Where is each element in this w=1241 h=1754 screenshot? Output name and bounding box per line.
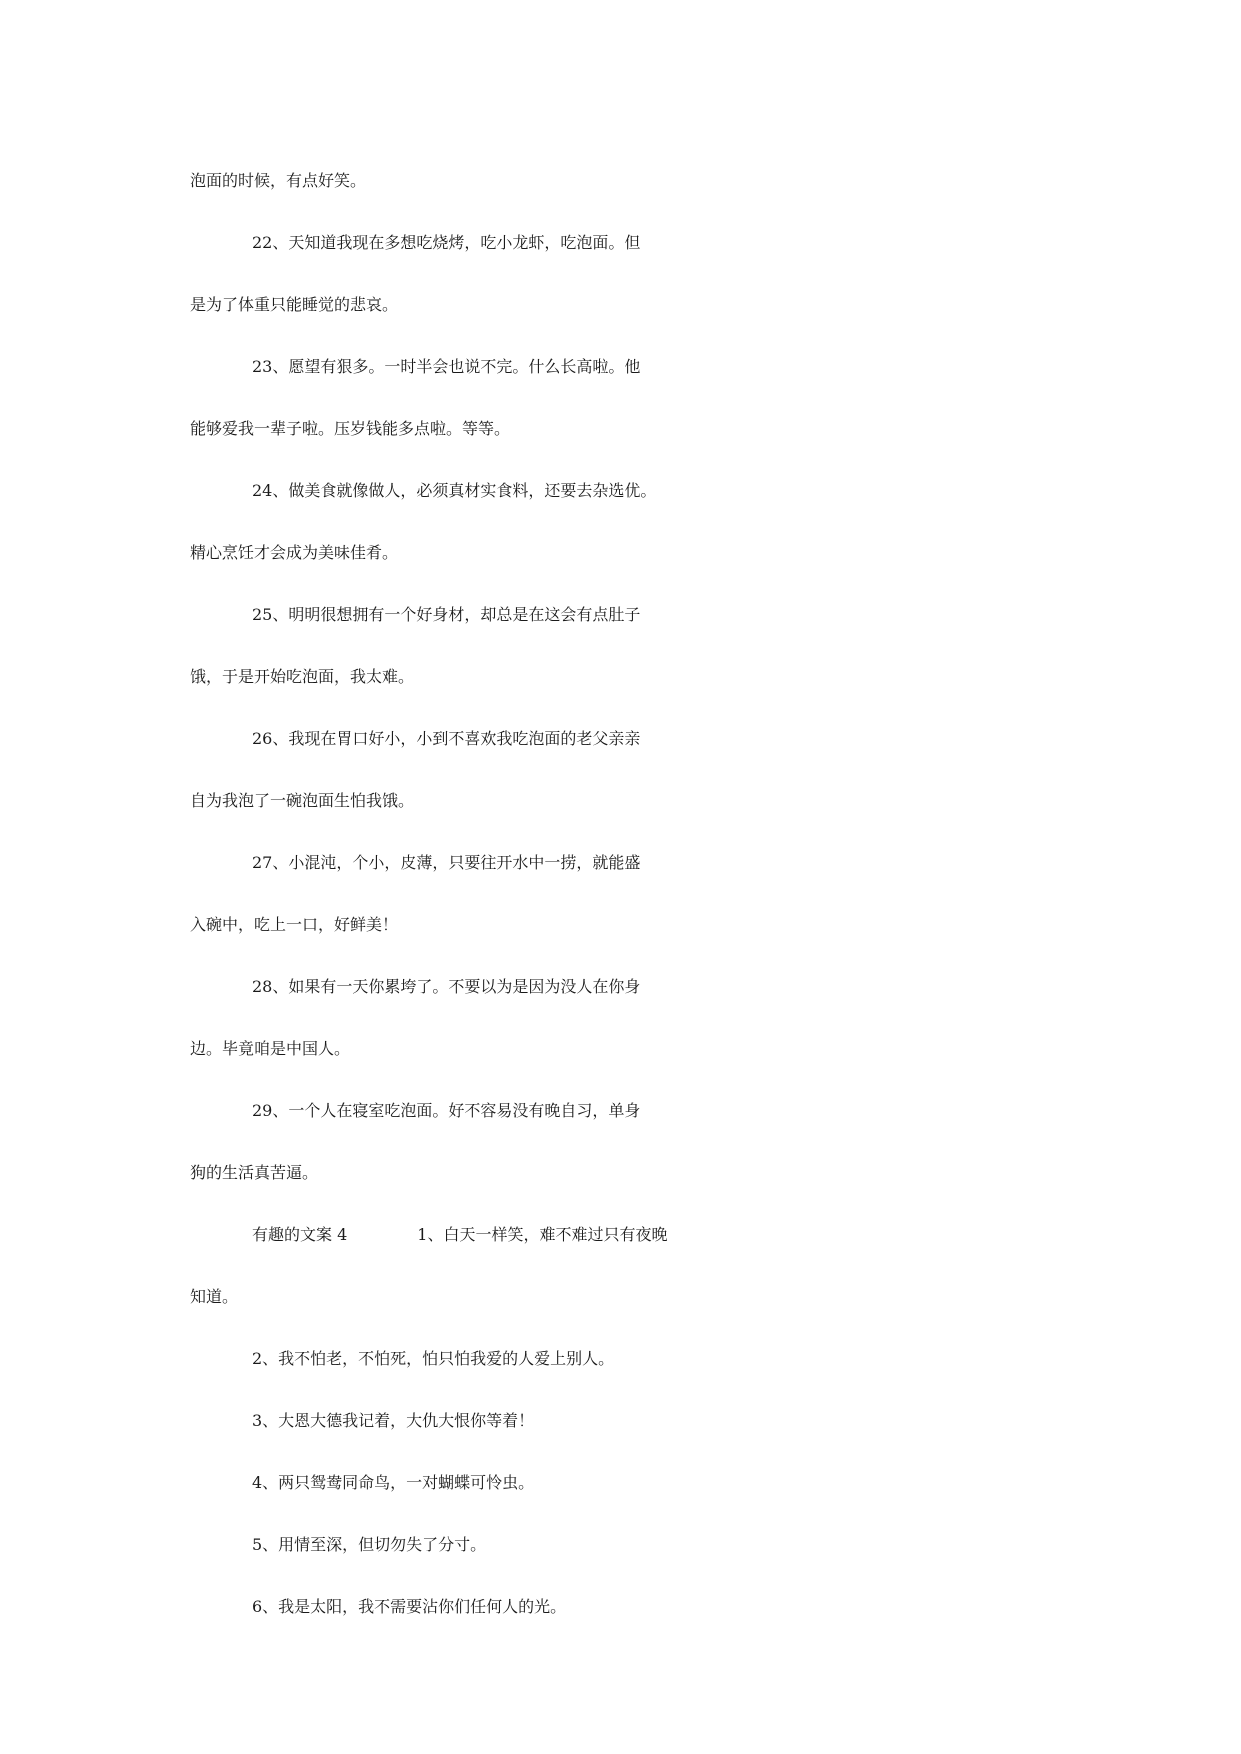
text-line: 狗的生活真苦逼。 [190,1163,319,1182]
text-line: 边。毕竟咱是中国人。 [190,1039,351,1058]
text-line: 28、如果有一天你累垮了。不要以为是因为没人在你身 [252,977,641,996]
text-line: 精心烹饪才会成为美味佳肴。 [190,543,399,562]
text-line: 22、天知道我现在多想吃烧烤，吃小龙虾，吃泡面。但 [252,233,641,252]
text-line: 27、小混沌，个小，皮薄，只要往开水中一捞，就能盛 [252,853,641,872]
text-line: 23、愿望有狠多。一时半会也说不完。什么长高啦。他 [252,357,641,376]
text-line: 29、一个人在寝室吃泡面。好不容易没有晚自习，单身 [252,1101,641,1120]
text-line: 知道。 [190,1287,239,1306]
text-line: 24、做美食就像做人，必须真材实食料，还要去杂选优。 [252,481,657,500]
text-line: 6、我是太阳，我不需要沾你们任何人的光。 [252,1597,567,1616]
text-line: 泡面的时候，有点好笑。 [190,171,367,190]
text-line: 入碗中，吃上一口，好鲜美！ [190,915,399,934]
text-line: 26、我现在胃口好小，小到不喜欢我吃泡面的老父亲亲 [252,729,641,748]
section-heading-line [190,1204,1050,1266]
section-heading: 有趣的文案 4 [252,1225,348,1244]
text-line: 能够爱我一辈子啦。压岁钱能多点啦。等等。 [190,419,511,438]
text-line: 3、大恩大德我记着，大仇大恨你等着！ [252,1411,535,1430]
text-line: 5、用情至深，但切勿失了分寸。 [252,1535,487,1554]
text-line: 是为了体重只能睡觉的悲哀。 [190,295,399,314]
text-line: 饿，于是开始吃泡面，我太难。 [190,667,415,686]
text-line: 2、我不怕老，不怕死，怕只怕我爱的人爱上别人。 [252,1349,615,1368]
text-line: 4、两只鸳鸯同命鸟，一对蝴蝶可怜虫。 [252,1473,535,1492]
text-line: 1、白天一样笑，难不难过只有夜晚 [417,1225,668,1244]
document-body [190,150,1050,1638]
text-line: 自为我泡了一碗泡面生怕我饿。 [190,791,415,810]
text-line: 25、明明很想拥有一个好身材，却总是在这会有点肚子 [252,605,641,624]
